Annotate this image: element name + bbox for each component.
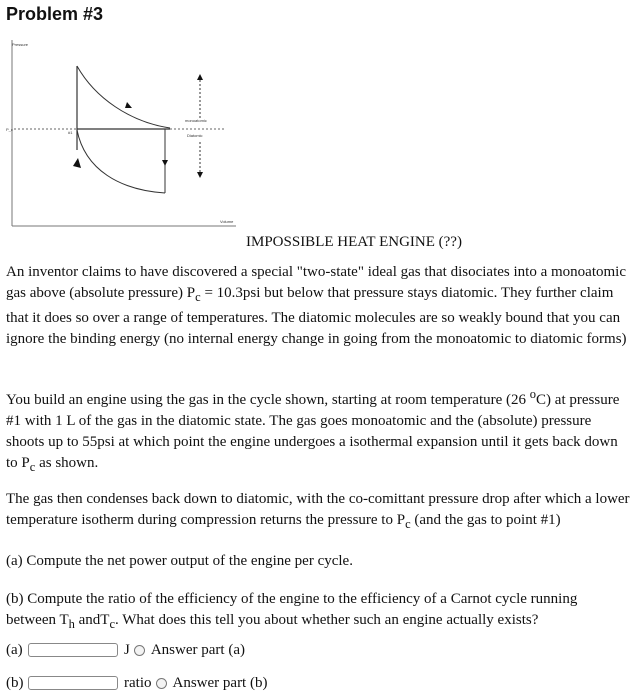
paragraph-2: You build an engine using the gas in the cycle shown, starting at room temperature (26 $^o$C) at pressure #1 with 1 L of the gas in the diatomic state. The gas goes monoatomic and the (absolute) pressure shoots up to 55psi at which point the engine undergoes a isothermal expansion until it gets back down to $P_c$ as shown. — [6, 387, 620, 474]
answer-b-input[interactable] — [28, 676, 118, 690]
answer-a-input[interactable] — [28, 643, 118, 657]
answer-a-unit: J — [124, 641, 130, 658]
answer-b-unit: ratio — [124, 674, 152, 691]
lower-isotherm — [77, 130, 165, 193]
answer-b-button[interactable]: Answer part (b) — [172, 674, 268, 691]
monoatomic-arrow-head — [197, 74, 203, 80]
pv-diagram — [0, 30, 240, 230]
right-vertical-arrow — [162, 160, 168, 166]
answer-row-a — [6, 640, 245, 660]
paragraph-3: The gas then condenses back down to diatomic, with the co-comittant pressure drop after which a lower temperature isotherm during compression returns the pressure to $P_c$ (and the gas to point #1) — [6, 491, 630, 531]
lower-isotherm-arrow — [73, 158, 81, 168]
problem-title: Problem #3 — [6, 4, 104, 24]
answer-a-label: (a) — [6, 641, 23, 658]
answer-a-button[interactable]: Answer part (a) — [150, 641, 245, 658]
monoatomic-label: monoatomic — [185, 118, 207, 123]
answer-a-radio[interactable] — [134, 645, 145, 656]
y-axis-label: Pressure — [12, 42, 29, 47]
subtitle: IMPOSSIBLE HEAT ENGINE (??) — [246, 234, 462, 250]
diatomic-arrow-head — [197, 172, 203, 178]
upper-isotherm-arrow — [125, 102, 132, 108]
question-a: (a) Compute the net power output of the engine per cycle. — [6, 553, 353, 569]
diatomic-label: Diatomic — [187, 133, 203, 138]
question-b: (b) Compute the ratio of the efficiency of the engine to the efficiency of a Carnot cycle running between $T_h$ andT$_c$. What does this tell you about whether such an engine actually exists? — [6, 591, 578, 631]
pc-label: P_c — [6, 127, 13, 132]
answer-b-radio[interactable] — [156, 678, 167, 689]
paragraph-1: An inventor claims to have discovered a special "two-state" ideal gas that disociates into a monoatomic gas above (absolute pressure) $P_c = 10.3psi$ but below that pressure stays diatomic. They further claim that it does so over a range of temperatures. The diatomic molecules are so weakly bound that you can ignore the binding energy (no internal energy change in going from the monoatomic to diatomic forms) — [6, 264, 627, 347]
point-1-label: #1 — [68, 130, 73, 135]
answer-row-b — [6, 673, 267, 693]
x-axis-label: Volume — [220, 219, 234, 224]
upper-isotherm — [77, 66, 170, 128]
answer-b-label: (b) — [6, 674, 24, 691]
